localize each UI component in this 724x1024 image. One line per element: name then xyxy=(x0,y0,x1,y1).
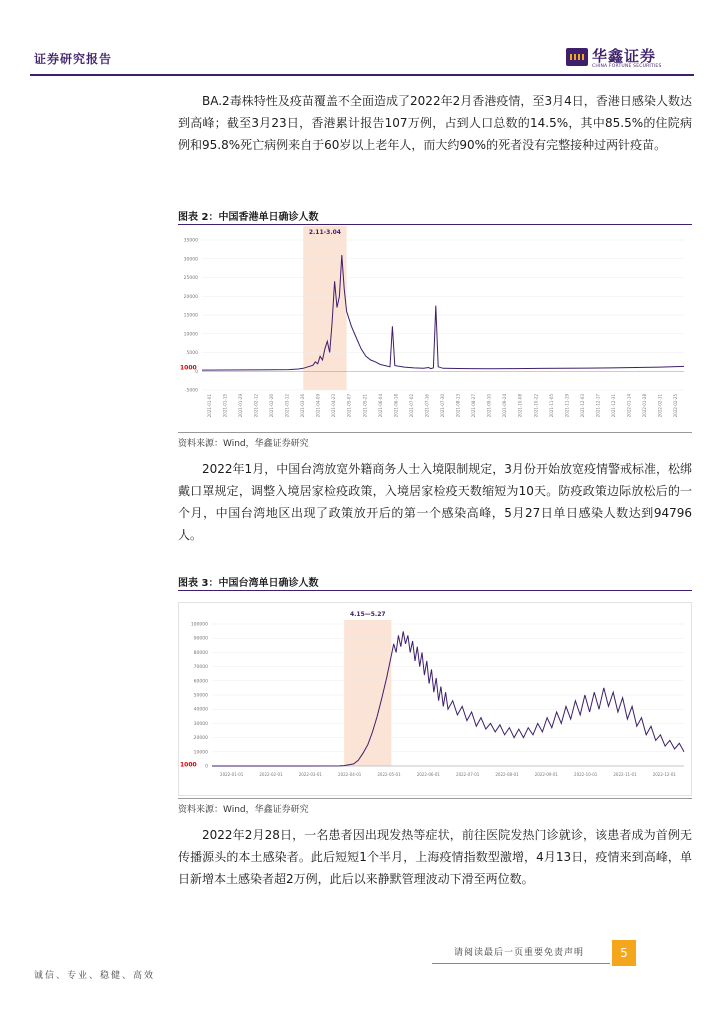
x-tick-label: 2022-01-28 xyxy=(642,394,648,418)
y-tick-label: 80000 xyxy=(193,650,208,656)
x-tick-label: 2021-11-05 xyxy=(548,394,554,418)
y-tick-label: 0 xyxy=(205,764,208,770)
figure-2-source: 资料来源：Wind，华鑫证券研究 xyxy=(178,439,309,449)
figure-3-top-rule xyxy=(178,590,692,591)
highlight-level-label: 1000 xyxy=(180,364,197,372)
x-tick-label: 2021-01-01 xyxy=(206,394,212,418)
y-tick-label: 35000 xyxy=(183,238,198,244)
x-tick-label: 2021-12-31 xyxy=(611,394,617,418)
y-tick-label: 25000 xyxy=(183,276,198,281)
hk-daily-cases-chart xyxy=(178,226,692,430)
y-tick-label: 70000 xyxy=(193,665,208,671)
page-number: 5 xyxy=(612,940,636,966)
x-tick-label: 2021-04-23 xyxy=(331,394,337,418)
y-tick-label: 15000 xyxy=(183,313,198,319)
series-line xyxy=(202,255,684,370)
x-tick-label: 2022-02-11 xyxy=(657,394,663,418)
x-tick-label: 2022-02-25 xyxy=(673,394,679,418)
y-tick-label: 100000 xyxy=(190,622,208,628)
x-tick-label: 2021-07-30 xyxy=(440,394,445,418)
series-line xyxy=(212,631,684,766)
x-tick-label: 2022-02-01 xyxy=(259,772,283,777)
x-tick-label: 2021-07-16 xyxy=(424,394,430,418)
x-tick-label: 2021-03-12 xyxy=(284,394,290,418)
y-tick-label: 20000 xyxy=(183,294,198,300)
x-tick-label: 2021-02-12 xyxy=(253,394,259,418)
figure-2-title: 图表 2：中国香港单日确诊人数 xyxy=(178,212,319,223)
company-logo-name: 华鑫证券 xyxy=(592,47,657,65)
figure-3-source: 资料来源：Wind，华鑫证券研究 xyxy=(178,805,309,815)
figure-3-bottom-rule xyxy=(178,798,692,799)
x-tick-label: 2021-09-24 xyxy=(502,394,508,418)
figure-2-top-rule xyxy=(178,224,692,225)
band-label: 2.11-3.04 xyxy=(308,229,341,236)
x-tick-label: 2022-04-01 xyxy=(338,772,362,777)
footer-motto: 诚信、专业、稳健、高效 xyxy=(34,971,156,981)
x-tick-label: 2022-11-01 xyxy=(613,772,637,777)
y-tick-label: 0 xyxy=(195,369,198,375)
y-tick-label: 10000 xyxy=(193,750,208,756)
x-tick-label: 2021-05-07 xyxy=(346,394,352,418)
figure-2-bottom-rule xyxy=(178,432,692,433)
company-logo-english: CHINA FORTUNE SECURITIES xyxy=(592,64,662,69)
figure-3-title: 图表 3：中国台湾单日确诊人数 xyxy=(178,578,319,589)
highlight-band xyxy=(303,226,346,390)
report-header-title: 证券研究报告 xyxy=(34,52,113,66)
x-tick-label: 2022-09-01 xyxy=(534,772,558,777)
x-tick-label: 2021-10-22 xyxy=(533,394,539,418)
highlight-level-label: 1000 xyxy=(180,761,197,769)
footer-disclaimer: 请阅读最后一页重要免责声明 xyxy=(454,948,585,958)
x-tick-label: 2022-06-01 xyxy=(416,772,440,777)
company-logo xyxy=(566,44,696,72)
x-tick-label: 2021-11-19 xyxy=(564,394,570,418)
x-tick-label: 2021-01-29 xyxy=(237,394,243,418)
y-tick-label: 20000 xyxy=(193,736,208,742)
x-tick-label: 2021-04-09 xyxy=(315,394,321,418)
tw-daily-cases-chart xyxy=(178,602,692,796)
y-tick-label: 40000 xyxy=(193,707,208,713)
x-tick-label: 2021-06-04 xyxy=(377,394,383,418)
paragraph-hk-outbreak: BA.2毒株特性及疫苗覆盖不全面造成了2022年2月香港疫情，至3月4日，香港日感染人数达到高峰；截至3月23日，香港累计报告107万例，占到人口总数的14.5%，其中85.5%的住院病例和95.8%死亡病例来自于60岁以上老年人，而大约90%的死者没有完整接种过两针疫苗。 xyxy=(178,94,692,152)
x-tick-label: 2021-07-02 xyxy=(408,394,414,418)
y-tick-label: 5000 xyxy=(186,351,198,356)
x-tick-label: 2021-08-13 xyxy=(455,394,461,418)
x-tick-label: 2021-10-08 xyxy=(517,394,523,418)
footer-divider xyxy=(432,963,610,964)
x-tick-label: 2021-12-17 xyxy=(595,394,601,418)
y-tick-label: -5000 xyxy=(184,388,198,394)
x-tick-label: 2022-07-01 xyxy=(456,772,480,777)
x-tick-label: 2022-01-01 xyxy=(220,772,244,777)
x-tick-label: 2021-12-03 xyxy=(579,394,585,418)
x-tick-label: 2021-06-18 xyxy=(393,394,399,418)
x-tick-label: 2022-01-14 xyxy=(626,394,632,418)
y-tick-label: 30000 xyxy=(193,721,208,727)
x-tick-label: 2021-05-21 xyxy=(362,394,368,418)
x-tick-label: 2021-03-26 xyxy=(300,394,306,418)
x-tick-label: 2021-09-10 xyxy=(486,394,492,418)
x-tick-label: 2022-08-01 xyxy=(495,772,519,777)
x-tick-label: 2022-10-01 xyxy=(574,772,598,777)
x-tick-label: 2021-02-26 xyxy=(268,394,274,418)
header-divider xyxy=(30,74,694,76)
y-tick-label: 60000 xyxy=(193,679,208,685)
company-logo-icon xyxy=(566,48,588,66)
y-tick-label: 50000 xyxy=(193,693,208,699)
y-tick-label: 30000 xyxy=(183,257,198,263)
x-tick-label: 2021-08-27 xyxy=(471,394,477,418)
y-tick-label: 90000 xyxy=(193,636,208,642)
paragraph-tw-policy: 2022年1月，中国台湾放宽外籍商务人士入境限制规定，3月份开始放宽疫情警戒标准，松绑戴口罩规定，调整入境居家检疫政策，入境居家检疫天数缩短为10天。防疫政策边际放松后的一个月，中国台湾地区出现了政策放开后的第一个感染高峰，5月27日单日感染人数达到94796人。 xyxy=(178,462,692,542)
band-label: 4.15—5.27 xyxy=(349,611,386,618)
x-tick-label: 2022-12-01 xyxy=(652,772,676,777)
x-tick-label: 2022-03-01 xyxy=(298,772,322,777)
x-tick-label: 2021-01-15 xyxy=(222,394,228,418)
x-tick-label: 2022-05-01 xyxy=(377,772,401,777)
y-tick-label: 10000 xyxy=(183,332,198,338)
paragraph-shanghai-outbreak: 2022年2月28日，一名患者因出现发热等症状，前往医院发热门诊就诊，该患者成为首例无传播源头的本土感染者。此后短短1个半月，上海疫情指数型激增，4月13日，疫情来到高峰，单日新增本土感染者超2万例，此后以来静默管理波动下滑至两位数。 xyxy=(178,828,692,886)
